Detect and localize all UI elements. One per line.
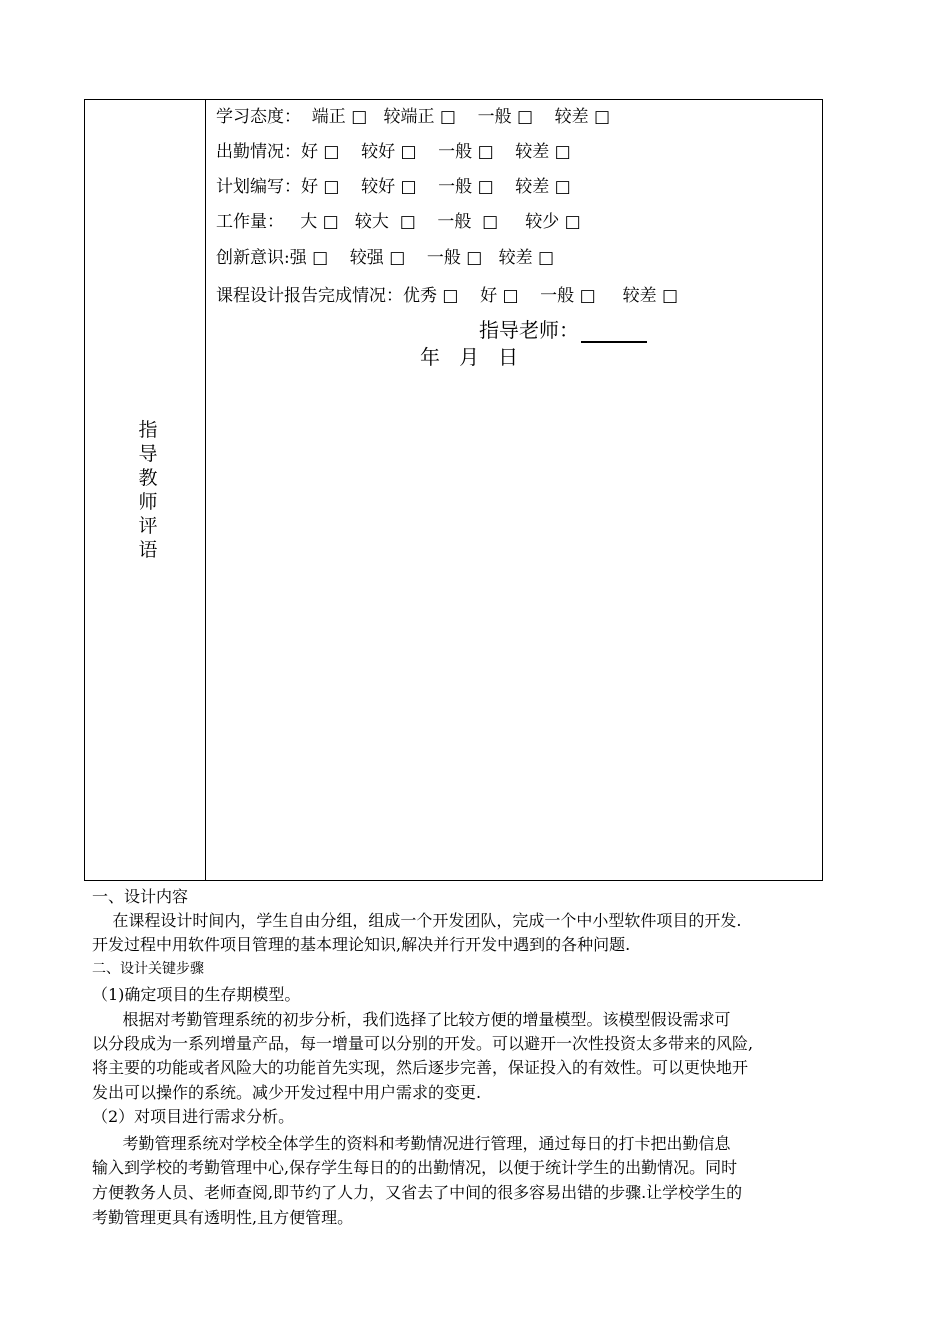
rating-attitude: 学习态度： 端正 □ 较端正 □ 一般 □ 较差 □	[216, 107, 611, 127]
evaluation-table	[84, 99, 823, 881]
paragraph-line: 方便教务人员、老师查阅,即节约了人力，又省去了中间的很多容易出错的步骤.让学校学生的	[92, 1183, 743, 1202]
advisor-label: 指导老师：	[479, 318, 579, 342]
evaluation-label-cell	[85, 100, 206, 880]
section-heading: 一、设计内容	[92, 887, 189, 906]
rating-attendance: 出勤情况：好 □ 较好 □ 一般 □ 较差 □	[216, 142, 571, 162]
paragraph-line: 开发过程中用软件项目管理的基本理论知识,解决并行开发中遇到的各种问题.	[92, 935, 631, 954]
paragraph-line: 将主要的功能或者风险大的功能首先实现，然后逐步完善，保证投入的有效性。可以更快地开	[92, 1058, 749, 1077]
step-heading: （2）对项目进行需求分析。	[92, 1107, 295, 1126]
paragraph-line: 考勤管理系统对学校全体学生的资料和考勤情况进行管理，通过每日的打卡把出勤信息	[92, 1134, 731, 1153]
evaluation-label	[137, 418, 159, 562]
paragraph-line: 考勤管理更具有透明性,且方便管理。	[92, 1208, 354, 1227]
paragraph-line: 以分段成为一系列增量产品，每一增量可以分别的开发。可以避开一次性投资太多带来的风险,	[92, 1034, 754, 1053]
rating-innovation: 创新意识:强 □ 较强 □ 一般 □ 较差 □	[216, 248, 555, 268]
paragraph-line: 根据对考勤管理系统的初步分析，我们选择了比较方便的增量模型。该模型假设需求可	[92, 1010, 731, 1029]
rating-planning: 计划编写：好 □ 较好 □ 一般 □ 较差 □	[216, 177, 571, 197]
label-char: 指	[138, 419, 158, 441]
signature-line	[581, 325, 647, 343]
label-char: 师	[138, 491, 158, 513]
rating-report: 课程设计报告完成情况：优秀 □ 好 □ 一般 □ 较差 □	[216, 286, 679, 306]
paragraph-line: 输入到学校的考勤管理中心,保存学生每日的的出勤情况，以便于统计学生的出勤情况。同时	[92, 1158, 738, 1177]
evaluation-date: 年 月 日	[420, 345, 519, 369]
label-char: 教	[138, 467, 158, 489]
label-char: 语	[138, 539, 158, 561]
paragraph-line: 发出可以操作的系统。减少开发过程中用户需求的变更.	[92, 1083, 482, 1102]
paragraph-line: 在课程设计时间内，学生自由分组，组成一个开发团队，完成一个中小型软件项目的开发.	[92, 911, 742, 930]
label-char: 评	[138, 515, 158, 537]
label-char: 导	[138, 443, 158, 465]
rating-workload: 工作量： 大 □ 较大 □ 一般 □ 较少 □	[216, 212, 581, 232]
step-heading: （1)确定项目的生存期模型。	[92, 985, 301, 1004]
section-heading: 二、设计关键步骤	[92, 961, 204, 977]
advisor-signature	[479, 314, 647, 343]
